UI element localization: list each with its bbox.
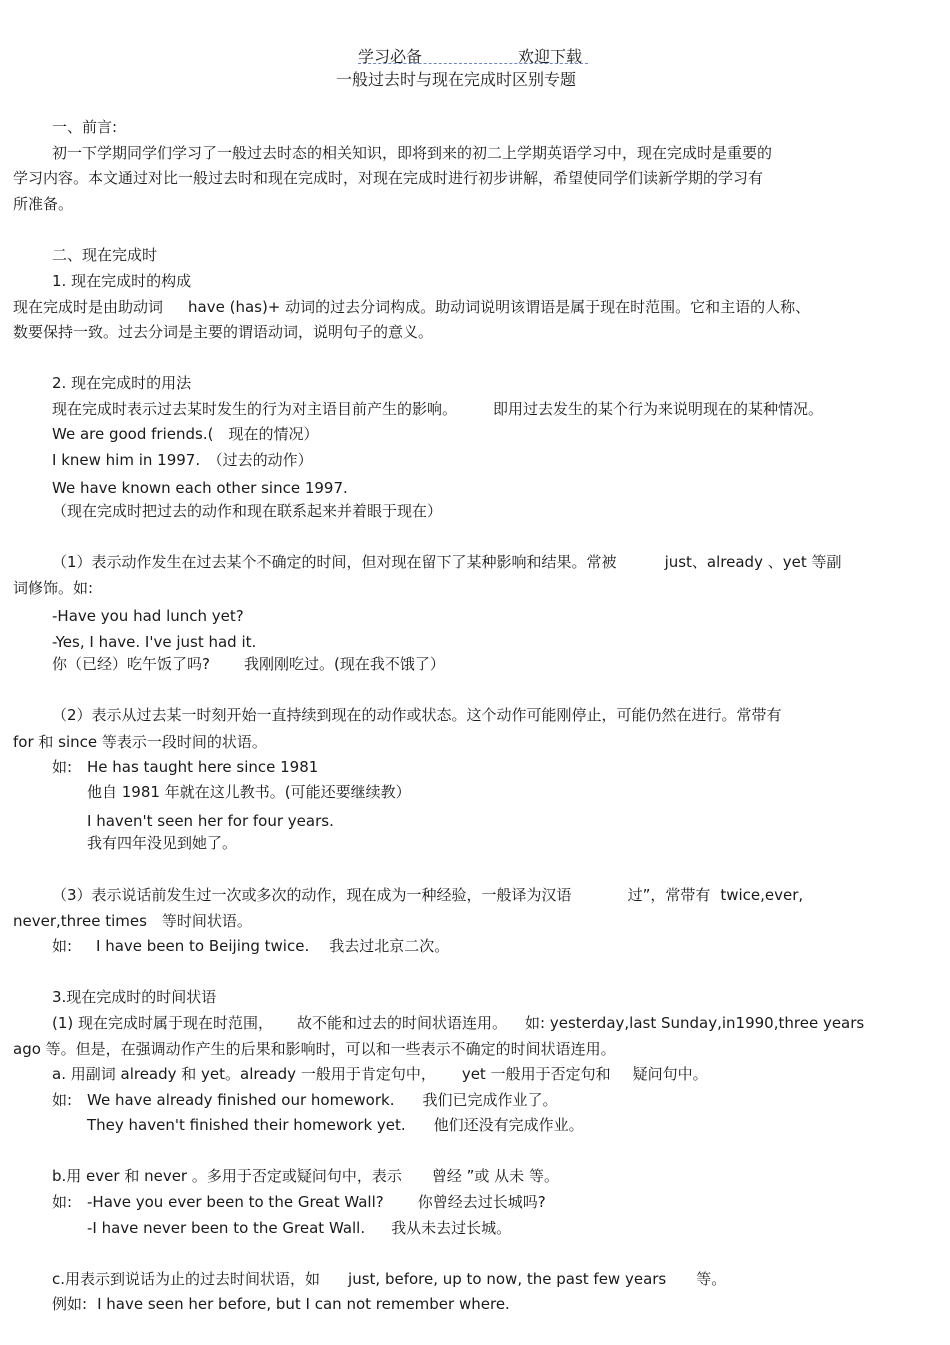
- dialog-answer: -Yes, I have. I've just had it.: [52, 633, 257, 651]
- item-b-line-b: 曾经 ”或 从未 等。: [431, 1167, 559, 1185]
- subsection-1-line-1b: have (has)+ 动词的过去分词构成。助动词说明该谓语是属于现在时范围。它和主语的人称、: [188, 298, 811, 316]
- item-a-example-2-en: They haven't finished their homework yet.: [87, 1116, 406, 1134]
- example-have-known-note: （现在完成时把过去的动作和现在联系起来并着眼于现在）: [52, 502, 443, 520]
- item-b-example-1-en: -Have you ever been to the Great Wall?: [87, 1193, 384, 1211]
- subsection-1-title: 1. 现在完成时的构成: [52, 272, 192, 290]
- section-1-para-line-3: 所准备。: [13, 195, 74, 213]
- item-a-example-1-en: We have already finished our homework.: [87, 1091, 395, 1109]
- usage-3-example-label: 如:: [52, 937, 73, 955]
- item-c-example: [52, 1297, 510, 1312]
- section-1-heading: 一、前言:: [52, 118, 118, 136]
- subsection-3-line-1: [52, 1016, 864, 1031]
- usage-1-line-1b: just、already 、yet 等副: [664, 553, 842, 571]
- section-1-para-line-2: 学习内容。本文通过对比一般过去时和现在完成时，对现在完成时进行初步讲解，希望使同学们读新学期的学习有: [13, 169, 764, 187]
- usage-3-example-en: I have been to Beijing twice.: [96, 937, 310, 955]
- subsection-2-intro-a: 现在完成时表示过去某时发生的行为对主语目前产生的影响。: [52, 400, 458, 418]
- example-have-known: We have known each other since 1997.: [52, 479, 348, 497]
- item-c-line: [52, 1272, 726, 1287]
- subsection-1-line-2: 数要保持一致。过去分词是主要的谓语动词，说明句子的意义。: [13, 323, 434, 341]
- usage-2-example-label: 如:: [52, 758, 73, 776]
- item-b-line: [52, 1169, 559, 1184]
- subsection-2-intro-b: 即用过去发生的某个行为来说明现在的某种情况。: [493, 400, 824, 418]
- item-a-example-2-zh: 他们还没有完成作业。: [433, 1116, 584, 1134]
- item-a-example-1-zh: 我们已完成作业了。: [422, 1091, 558, 1109]
- subsection-1-line-1: [13, 300, 810, 315]
- item-a-example-label: 如:: [52, 1091, 73, 1109]
- subsection-3-line-1b: 故不能和过去的时间状语连用。: [297, 1014, 508, 1032]
- dialog-question: -Have you had lunch yet?: [52, 607, 244, 625]
- dialog-translation-a: 我刚刚吃过。(现在我不饿了）: [243, 655, 445, 673]
- item-a-line-c: 疑问句中。: [632, 1065, 708, 1083]
- item-b-example-2: [87, 1221, 511, 1236]
- item-c-line-c: 等。: [696, 1270, 727, 1288]
- header-dashed-rule: [358, 63, 588, 64]
- subsection-3-line-1c: 如: yesterday,last Sunday,in1990,three years: [525, 1014, 865, 1032]
- usage-3-example-zh: 我去过北京二次。: [329, 937, 450, 955]
- usage-3-line-1a: （3）表示说话前发生过一次或多次的动作，现在成为一种经验，一般译为汉语: [52, 886, 572, 904]
- usage-2-line-1: （2）表示从过去某一时刻开始一直持续到现在的动作或状态。这个动作可能刚停止，可能仍然在进行。常带有: [52, 706, 782, 724]
- usage-3-line-1c: twice,ever,: [720, 886, 804, 904]
- usage-3-line-1b: 过”，常带有: [627, 886, 711, 904]
- usage-3-line-2: never,three times 等时间状语。: [13, 912, 252, 930]
- subsection-1-line-1a: 现在完成时是由助动词: [13, 298, 164, 316]
- item-b-example-2-en: -I have never been to the Great Wall.: [87, 1219, 366, 1237]
- item-a-example-1: [87, 1093, 558, 1108]
- item-a-line-a: a. 用副词 already 和 yet。already 一般用于肯定句中，: [52, 1065, 436, 1083]
- subsection-3-title: 3.现在完成时的时间状语: [52, 988, 217, 1006]
- item-b-example-1: [87, 1195, 546, 1210]
- item-c-line-b: just, before, up to now, the past few years: [348, 1270, 667, 1288]
- dialog-translation-q: 你（已经）吃午饭了吗?: [52, 655, 210, 673]
- example-friends: We are good friends.( 现在的情况）: [52, 425, 319, 443]
- document-subtitle: 一般过去时与现在完成时区别专题: [336, 70, 577, 89]
- subsection-2-title: 2. 现在完成时的用法: [52, 374, 192, 392]
- usage-1-line-1a: （1）表示动作发生在过去某个不确定的时间，但对现在留下了某种影响和结果。常被: [52, 553, 617, 571]
- usage-2-example-2-translation: 我有四年没见到她了。: [87, 834, 238, 852]
- item-b-example-label: 如:: [52, 1193, 73, 1211]
- header-left: 学习必备: [358, 47, 423, 66]
- usage-2-example-1: He has taught here since 1981: [87, 758, 319, 776]
- item-a-example-2: [87, 1118, 584, 1133]
- section-1-para-line-1: 初一下学期同学们学习了一般过去时态的相关知识，即将到来的初二上学期英语学习中，现在完成时是重要的: [52, 144, 773, 162]
- usage-3-example: [96, 939, 449, 954]
- item-b-example-1-zh: 你曾经去过长城吗?: [417, 1193, 546, 1211]
- example-knew-him: I knew him in 1997. （过去的动作）: [52, 451, 313, 469]
- usage-1-line-1: [52, 555, 841, 570]
- header-right: 欢迎下载: [518, 47, 583, 66]
- section-2-heading: 二、现在完成时: [52, 246, 158, 264]
- dialog-translation: [52, 657, 445, 672]
- item-b-example-2-zh: 我从未去过长城。: [391, 1219, 512, 1237]
- item-b-line-a: b.用 ever 和 never 。多用于否定或疑问句中，表示: [52, 1167, 402, 1185]
- item-c-example-en: I have seen her before, but I can not remember where.: [97, 1295, 510, 1313]
- usage-3-line-1: [52, 888, 803, 903]
- usage-2-example-1-translation: 他自 1981 年就在这儿教书。(可能还要继续教）: [87, 783, 411, 801]
- subsection-2-intro: [52, 402, 823, 417]
- item-c-example-label: 例如:: [52, 1295, 88, 1313]
- usage-2-example-2: I haven't seen her for four years.: [87, 812, 334, 830]
- usage-1-line-2: 词修饰。如:: [13, 579, 94, 597]
- subsection-3-line-1a: (1) 现在完成时属于现在时范围，: [52, 1014, 274, 1032]
- item-c-line-a: c.用表示到说话为止的过去时间状语，如: [52, 1270, 321, 1288]
- item-a-line: [52, 1067, 708, 1082]
- usage-2-line-2: for 和 since 等表示一段时间的状语。: [13, 733, 267, 751]
- item-a-line-b: yet 一般用于否定句和: [461, 1065, 611, 1083]
- subsection-3-line-2: ago 等。但是，在强调动作产生的后果和影响时，可以和一些表示不确定的时间状语连用。: [13, 1040, 616, 1058]
